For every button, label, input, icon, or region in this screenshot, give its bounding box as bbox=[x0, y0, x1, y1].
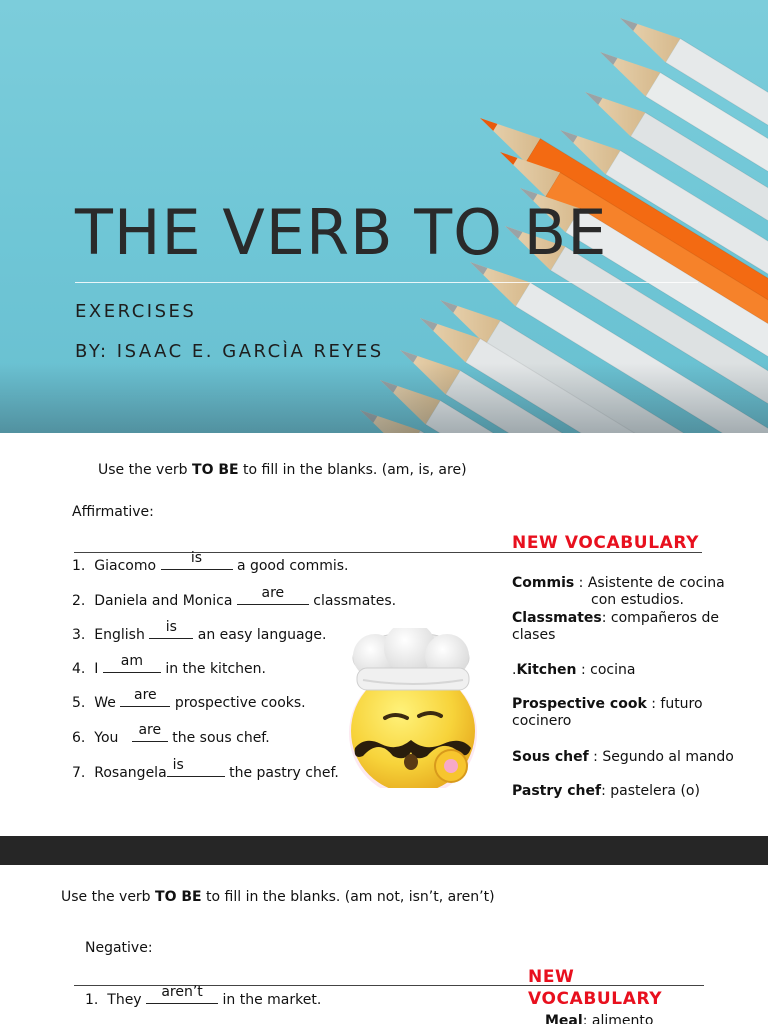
title-divider bbox=[75, 282, 698, 283]
answer-text: are bbox=[261, 585, 285, 601]
vocab-definition: Segundo al mando bbox=[602, 749, 734, 765]
answer-blank[interactable] bbox=[149, 619, 193, 639]
vocabulary-title-line: NEW bbox=[528, 967, 575, 987]
vocab-definition: compañeros de clases bbox=[512, 610, 720, 643]
item-number: 1. bbox=[85, 992, 99, 1008]
item-text: a good commis. bbox=[236, 558, 349, 574]
item-text: Daniela and Monica bbox=[94, 593, 237, 609]
vocab-entry bbox=[512, 610, 752, 644]
item-text: an easy language. bbox=[197, 627, 327, 643]
instruction-text: Use the verb bbox=[61, 889, 156, 905]
answer-text: is bbox=[165, 619, 177, 635]
exercise-item bbox=[72, 550, 349, 574]
vocab-term: Meal bbox=[545, 1013, 583, 1024]
exercise-item bbox=[72, 757, 339, 781]
vocab-definition: futuro cocinero bbox=[512, 696, 703, 729]
answer-blank[interactable] bbox=[237, 585, 309, 605]
vocab-term: Commis bbox=[512, 575, 575, 591]
item-number: 3. bbox=[72, 627, 86, 643]
vocabulary-title: NEW VOCABULARY bbox=[512, 533, 700, 553]
negative-label: Negative: bbox=[85, 940, 153, 956]
vocab-separator: : bbox=[576, 662, 591, 678]
vocabulary-title-line: VOCABULARY bbox=[528, 989, 663, 1009]
answer-text: are bbox=[138, 722, 162, 738]
item-text: We bbox=[94, 695, 121, 711]
vocab-separator: : bbox=[574, 575, 588, 591]
vocabulary-title bbox=[528, 966, 662, 1010]
instruction-text: to fill in the blanks. (am not, isn’t, aren’t) bbox=[201, 889, 495, 905]
exercise-item bbox=[72, 687, 306, 711]
instruction-bold: TO BE bbox=[192, 462, 239, 478]
answer-blank[interactable] bbox=[146, 984, 218, 1004]
item-number: 5. bbox=[72, 695, 86, 711]
vocab-term: Sous chef bbox=[512, 749, 589, 765]
vocab-term: Kitchen bbox=[516, 662, 577, 678]
vocab-definition: Asistente de cocina bbox=[587, 575, 725, 591]
slide-title: THE VERB TO BE bbox=[75, 196, 608, 269]
item-text: Giacomo bbox=[94, 558, 161, 574]
vocab-definition: pastelera (o) bbox=[610, 783, 700, 799]
vocab-separator: : bbox=[601, 610, 611, 626]
item-text: I bbox=[94, 661, 103, 677]
vocab-entry bbox=[512, 575, 752, 609]
answer-blank[interactable] bbox=[103, 653, 161, 673]
vocab-term: Pastry chef bbox=[512, 783, 602, 799]
item-text: the sous chef. bbox=[172, 730, 270, 746]
vocab-prefix: . bbox=[512, 662, 517, 678]
affirmative-slide bbox=[0, 433, 768, 836]
exercise-item bbox=[72, 653, 266, 677]
item-text: They bbox=[107, 992, 147, 1008]
item-text: Rosangela bbox=[94, 765, 167, 781]
vocab-entry bbox=[512, 749, 762, 766]
item-text: classmates. bbox=[313, 593, 397, 609]
exercise-item bbox=[72, 585, 397, 609]
affirmative-label: Affirmative: bbox=[72, 504, 154, 520]
answer-text: is bbox=[190, 550, 203, 566]
vocab-separator: : bbox=[588, 749, 603, 765]
vocab-separator: : bbox=[646, 696, 661, 712]
answer-blank[interactable] bbox=[167, 757, 225, 777]
vocab-separator: : bbox=[582, 1013, 592, 1024]
chef-emoji-icon bbox=[335, 628, 495, 788]
answer-text: am bbox=[120, 653, 143, 669]
vocab-entry bbox=[512, 696, 727, 730]
answer-text: are bbox=[134, 687, 157, 703]
answer-blank[interactable] bbox=[132, 722, 168, 742]
instruction-text: to fill in the blanks. (am, is, are) bbox=[238, 462, 467, 478]
item-text: You bbox=[94, 730, 123, 746]
vocab-entry bbox=[512, 783, 762, 800]
title-slide bbox=[0, 0, 768, 433]
vocab-definition: con estudios. bbox=[591, 592, 684, 608]
exercise-item bbox=[72, 722, 270, 746]
item-number: 4. bbox=[72, 661, 86, 677]
item-text: prospective cooks. bbox=[174, 695, 306, 711]
answer-text: aren’t bbox=[161, 984, 203, 1000]
item-text: in the kitchen. bbox=[165, 661, 266, 677]
item-number: 2. bbox=[72, 593, 86, 609]
vocab-definition: alimento bbox=[591, 1013, 654, 1024]
answer-text: is bbox=[172, 757, 184, 773]
vocab-term: Classmates bbox=[512, 610, 602, 626]
slide-subtitle-exercises: EXERCISES bbox=[75, 301, 197, 322]
instruction-text: Use the verb bbox=[98, 462, 193, 478]
answer-blank[interactable] bbox=[161, 550, 233, 570]
item-text: the pastry chef. bbox=[229, 765, 339, 781]
vocab-definition: cocina bbox=[590, 662, 636, 678]
negative-slide bbox=[0, 865, 768, 1024]
vocab-separator: : bbox=[601, 783, 611, 799]
slide-divider-band bbox=[0, 836, 768, 865]
item-number: 7. bbox=[72, 765, 86, 781]
item-number: 1. bbox=[72, 558, 86, 574]
vocab-term: Prospective cook bbox=[512, 696, 647, 712]
slide-subtitle-author: BY: ISAAC E. GARCÌA REYES bbox=[75, 341, 384, 362]
instruction-bold: TO BE bbox=[155, 889, 202, 905]
answer-blank[interactable] bbox=[120, 687, 170, 707]
item-text: English bbox=[94, 627, 150, 643]
vocab-entry bbox=[512, 662, 752, 679]
vocab-entry bbox=[545, 1013, 745, 1024]
item-number: 6. bbox=[72, 730, 86, 746]
item-text: in the market. bbox=[222, 992, 322, 1008]
exercise-item bbox=[72, 619, 327, 643]
exercise-item bbox=[85, 984, 322, 1008]
negative-instruction bbox=[61, 889, 495, 905]
affirmative-instruction bbox=[98, 462, 467, 478]
